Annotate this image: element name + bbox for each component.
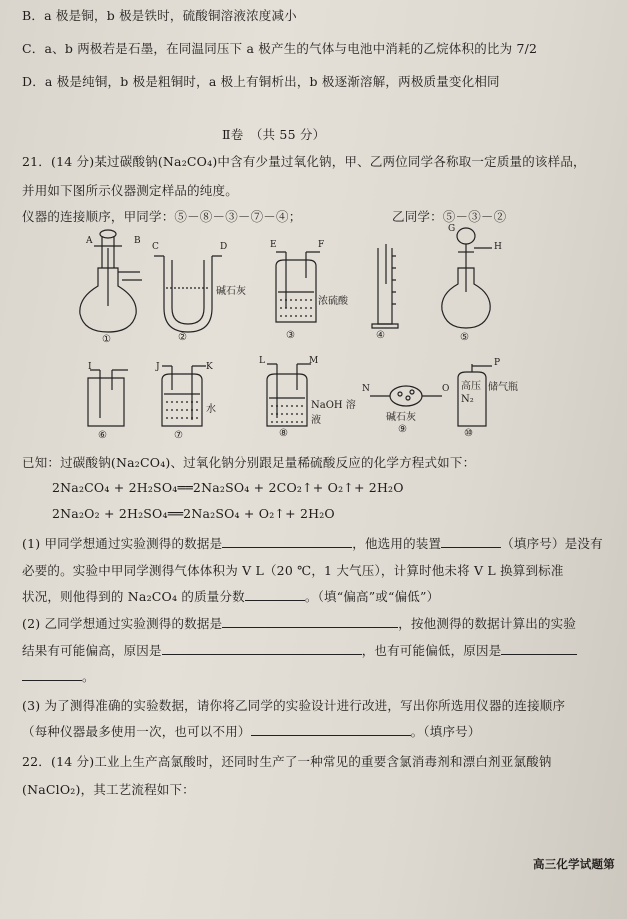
num-10: ⑩ (464, 428, 473, 439)
apparatus-3-wash-bottle (262, 240, 372, 346)
p1-text-f: 。（填“偏高”或“偏低”） (304, 589, 440, 604)
apparatus-6-bottle (78, 360, 138, 442)
option-b: B．a 极是铜，b 极是铁时，硫酸铜溶液浓度减小 (22, 8, 297, 23)
apparatus-4-cylinder (368, 244, 408, 346)
q21-part2-line3: 。 (22, 667, 95, 685)
label-B: B (134, 236, 141, 246)
p2-blank-data[interactable] (222, 615, 398, 628)
num-2: ② (178, 332, 187, 343)
q21-part2-line1 (22, 614, 576, 632)
label-D: D (220, 242, 228, 252)
p2-text-c: 结果有可能偏高，原因是 (22, 643, 162, 658)
p1-blank-data[interactable] (222, 535, 352, 548)
p1-blank-device[interactable] (441, 535, 501, 548)
label-conc-acid: 浓硫酸 (318, 296, 348, 307)
q21-intro-line1: 21．(14 分)某过碳酸钠(Na₂CO₄)中含有少量过氧化钠，甲、乙两位同学各称取一定质量的该样品， (22, 154, 586, 169)
p3-text-c: 。（填序号） (410, 724, 481, 739)
num-6: ⑥ (98, 430, 107, 441)
apparatus-7-water-bottle (150, 360, 240, 442)
p2-text-a: (2) 乙同学想通过实验测得的数据是 (22, 616, 223, 631)
label-C: C (152, 242, 159, 252)
q21-part2-line2 (22, 641, 577, 659)
num-8: ⑧ (279, 428, 288, 439)
q21-part1-line2: 必要的。实验中甲同学测得气体体积为 V L（20 ℃，1 大气压），计算时他未将 V L 换算到标准 (22, 563, 564, 578)
apparatus-10-gas-cylinder (448, 358, 528, 442)
label-F: F (318, 240, 325, 250)
q22-line1: 22．(14 分)工业上生产高氯酸时，还同时生产了一种常见的重要含氯消毒剂和漂白剂亚氯酸钠 (22, 754, 552, 769)
num-4: ④ (376, 330, 385, 341)
num-1: ① (102, 334, 111, 345)
label-K: K (206, 362, 213, 372)
apparatus-5-flask (432, 222, 512, 346)
label-naoh: NaOH 溶液 (311, 400, 356, 426)
label-G: G (448, 224, 456, 234)
known-statement: 已知：过碳酸钠(Na₂CO₄)、过氧化钠分别跟足量稀硫酸反应的化学方程式如下： (22, 455, 476, 470)
label-O: O (442, 384, 450, 394)
label-gas-bottle: 储气瓶 (488, 382, 518, 393)
p1-text-e: 状况，则他得到的 Na₂CO₄ 的质量分数 (22, 589, 245, 604)
p2-text-d: ，也有可能偏低，原因是 (361, 643, 502, 658)
section-title: Ⅱ卷 （共 55 分） (222, 127, 326, 142)
p2-blank-high-reason[interactable] (162, 642, 362, 655)
num-7: ⑦ (174, 430, 183, 441)
p2-blank-low-reason[interactable] (501, 642, 577, 655)
label-H: H (494, 242, 502, 252)
label-N: N (362, 384, 370, 394)
label-L: L (259, 356, 265, 366)
p1-blank-fraction[interactable] (245, 588, 305, 601)
p3-text-b: （每种仪器最多使用一次，也可以不用） (22, 724, 251, 739)
equation-1: 2Na₂CO₄ + 2H₂SO₄══2Na₂SO₄ + 2CO₂↑+ O₂↑+ 2H₂O (52, 480, 404, 495)
footer-page-label: 高三化学试题第 (533, 857, 615, 871)
q21-intro-line2: 并用如下图所示仪器测定样品的纯度。 (22, 183, 238, 198)
label-J: J (156, 362, 160, 372)
p1-text-c: （填序号）是没有 (501, 536, 603, 551)
label-A: A (86, 236, 93, 246)
p2-text-b: ，按他测得的数据计算出的实验 (398, 616, 577, 631)
q21-order-jia: 仪器的连接顺序，甲同学：⑤－⑧－③－⑦－④； (22, 209, 302, 224)
label-M: M (309, 356, 319, 366)
equation-2: 2Na₂O₂ + 2H₂SO₄══2Na₂SO₄ + O₂↑+ 2H₂O (52, 506, 335, 521)
p1-text-b: ，他选用的装置 (352, 536, 442, 551)
label-I: I (88, 362, 92, 372)
p1-text-a: (1) 甲同学想通过实验测得的数据是 (22, 536, 223, 551)
option-d: D．a 极是纯铜，b 极是粗铜时，a 极上有铜析出，b 极逐渐溶解，两极质量变化相同 (22, 74, 500, 89)
label-water: 水 (206, 404, 216, 415)
q21-part1-line3 (22, 587, 439, 605)
q21-order-yi: 乙同学：⑤－③－② (392, 209, 507, 224)
q21-part1-line1 (22, 534, 603, 552)
label-E: E (270, 240, 277, 250)
num-9: ⑨ (398, 424, 407, 435)
q22-line2: (NaClO₂)，其工艺流程如下： (22, 782, 195, 797)
p3-blank-order[interactable] (251, 723, 411, 736)
label-soda-lime-2: 碱石灰 (386, 412, 416, 423)
q21-part3-line1: (3) 为了测得准确的实验数据，请你将乙同学的实验设计进行改进，写出你所选用仪器的连接顺序 (22, 698, 566, 713)
apparatus-1-flask (72, 228, 152, 346)
label-P: P (494, 358, 501, 368)
apparatus-8-naoh-bottle (255, 356, 365, 442)
num-3: ③ (286, 330, 295, 341)
apparatus-9-drying-tube (362, 376, 452, 442)
option-c: C．a、b 两极若是石墨，在同温同压下 a 极产生的气体与电池中消耗的乙烷体积的比为 7/2 (22, 41, 538, 56)
label-soda-lime: 碱石灰 (216, 286, 246, 297)
q21-part3-line2 (22, 722, 481, 740)
num-5: ⑤ (460, 332, 469, 343)
apparatus-2-u-tube (150, 242, 260, 346)
p2-blank-low-reason-cont[interactable] (22, 668, 82, 681)
label-high-pressure: 高压N₂ (461, 381, 481, 405)
